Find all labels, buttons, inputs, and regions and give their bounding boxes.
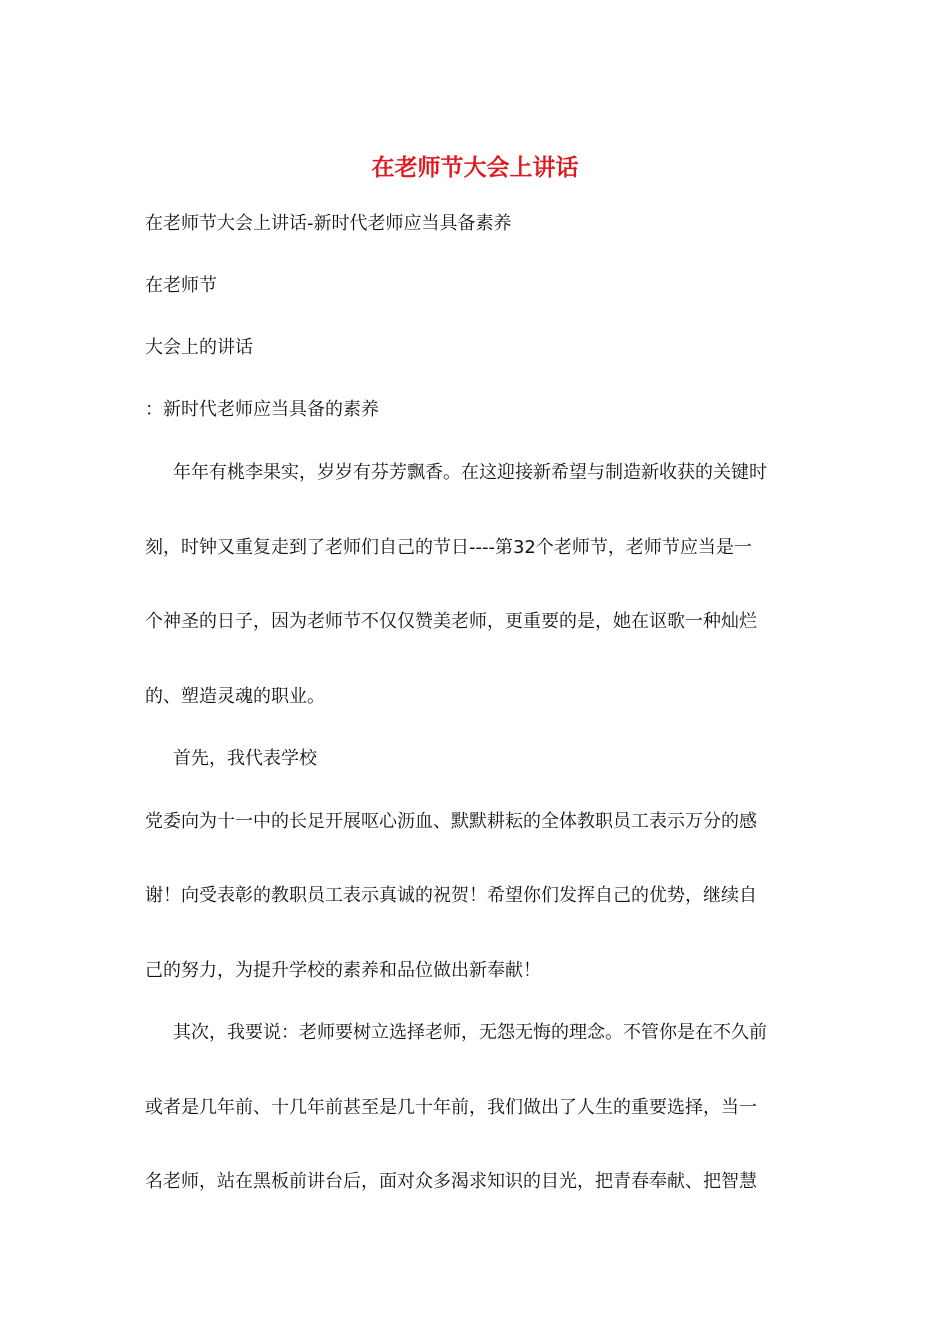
paragraph-line: 的、塑造灵魂的职业。 xyxy=(145,686,325,707)
paragraph-line: 名老师，站在黑板前讲台后，面对众多渴求知识的目光，把青春奉献、把智慧 xyxy=(145,1171,757,1192)
paragraph-line: 年年有桃李果实，岁岁有芬芳飘香。在这迎接新希望与制造新收获的关键时 xyxy=(173,462,767,483)
paragraph-line: 党委向为十一中的长足开展呕心沥血、默默耕耘的全体教职员工表示万分的感 xyxy=(145,811,757,832)
paragraph-line: 谢！向受表彰的教职员工表示真诚的祝贺！希望你们发挥自己的优势，继续自 xyxy=(145,885,757,906)
text-line: ：新时代老师应当具备的素养 xyxy=(145,399,379,420)
paragraph-line: 或者是几年前、十几年前甚至是几十年前，我们做出了人生的重要选择，当一 xyxy=(145,1097,757,1118)
paragraph-line: 个神圣的日子，因为老师节不仅仅赞美老师，更重要的是，她在讴歌一种灿烂 xyxy=(145,611,757,632)
text-line: 在老师节 xyxy=(145,275,217,296)
paragraph-line: 刻，时钟又重复走到了老师们自己的节日----第32个老师节，老师节应当是一 xyxy=(145,537,752,558)
document-title: 在老师节大会上讲话 xyxy=(371,154,579,181)
text-line: 大会上的讲话 xyxy=(145,337,253,358)
paragraph-line: 首先，我代表学校 xyxy=(173,748,317,769)
paragraph-line: 己的努力，为提升学校的素养和品位做出新奉献！ xyxy=(145,960,541,981)
subtitle-line: 在老师节大会上讲话-新时代老师应当具备素养 xyxy=(145,213,512,234)
paragraph-line: 其次，我要说：老师要树立选择老师，无怨无悔的理念。不管你是在不久前 xyxy=(173,1022,767,1043)
